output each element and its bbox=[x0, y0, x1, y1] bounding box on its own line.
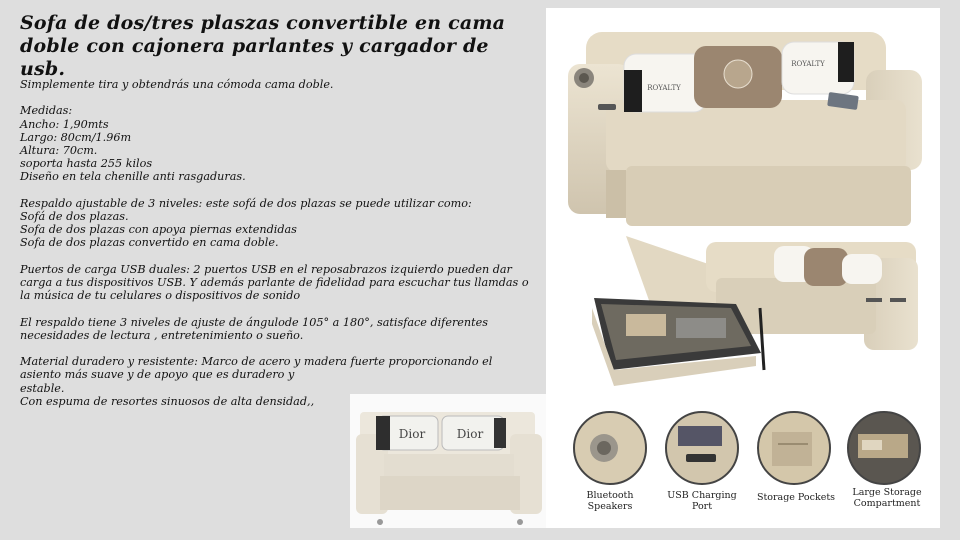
feature-caption bbox=[570, 490, 650, 512]
product-photo bbox=[350, 394, 546, 528]
feature-caption bbox=[754, 492, 838, 503]
measure-item: Largo: 80cm/1.96m bbox=[20, 130, 132, 144]
product-illustration bbox=[546, 8, 940, 528]
pillow-brand: Dior bbox=[456, 427, 484, 441]
page-title: Sofa de dos/tres plaszas convertible en cama doble con cajonera parlantes y cargador de usb. bbox=[20, 12, 506, 80]
material-text: asiento más suave y de apoyo que es duradero y bbox=[20, 368, 295, 382]
backrest-item: Sofa de dos plazas convertido en cama doble. bbox=[20, 236, 279, 250]
measure-item: Diseño en tela chenille anti rasgaduras. bbox=[20, 170, 246, 184]
feature-circle bbox=[758, 412, 830, 484]
material-text: Material duradero y resistente: Marco de acero y madera fuerte proporcionando el bbox=[20, 355, 493, 369]
feature-label: Compartment bbox=[853, 498, 921, 509]
usb-port-icon bbox=[598, 104, 616, 110]
feature-label: Large Storage bbox=[852, 487, 922, 498]
sofa-closed-image bbox=[568, 32, 922, 226]
feature-label: Bluetooth bbox=[586, 490, 634, 501]
usb-text: Puertos de carga USB duales: 2 puertos USB en el reposabrazos izquierdo pueden dar carga a tus dispositivos USB. Y además parlante de fidelidad para escuchar tus llamdas o la música de tu celulares o dispositivos de sonido bbox=[20, 262, 529, 303]
feature-circle bbox=[574, 412, 646, 484]
feature-caption bbox=[662, 490, 742, 512]
measures-heading: Medidas: bbox=[20, 104, 73, 118]
pillow-brand: ROYALTY bbox=[791, 60, 825, 68]
pillow-brand: ROYALTY bbox=[647, 84, 681, 92]
measure-item: Ancho: 1,90mts bbox=[20, 117, 109, 131]
measure-item: Altura: 70cm. bbox=[20, 144, 98, 157]
material-text: estable. bbox=[20, 381, 65, 395]
intro-text: Simplemente tira y obtendrás una cómoda cama doble. bbox=[20, 78, 334, 91]
feature-circle bbox=[666, 412, 738, 484]
feature-circle bbox=[848, 412, 920, 484]
feature-label: Storage Pockets bbox=[756, 492, 836, 503]
backrest-item: Sofa de dos plazas con apoya piernas extendidas bbox=[20, 223, 297, 237]
sofa-photo bbox=[350, 394, 546, 528]
feature-label: USB Charging bbox=[667, 490, 737, 501]
pillow-brand: Dior bbox=[398, 427, 426, 441]
measure-item: soporta hasta 255 kilos bbox=[20, 157, 153, 171]
angle-text: El respaldo tiene 3 niveles de ajuste de ángulode 105° a 180°, satisface diferentes necesidades de lectura , entretenimiento o sueño. bbox=[20, 315, 488, 342]
product-description bbox=[20, 78, 540, 408]
backrest-item: Sofá de dos plazas. bbox=[20, 210, 129, 223]
feature-caption bbox=[844, 487, 930, 509]
foam-text: Con espuma de resortes sinuosos de alta densidad,, bbox=[20, 394, 315, 408]
feature-label: Speakers bbox=[587, 501, 633, 512]
product-image-panel bbox=[546, 8, 940, 528]
backrest-text: Respaldo ajustable de 3 niveles: este sofá de dos plazas se puede utilizar como: bbox=[20, 196, 472, 210]
sofa-open-image bbox=[592, 236, 918, 386]
feature-label: Port bbox=[691, 501, 713, 512]
